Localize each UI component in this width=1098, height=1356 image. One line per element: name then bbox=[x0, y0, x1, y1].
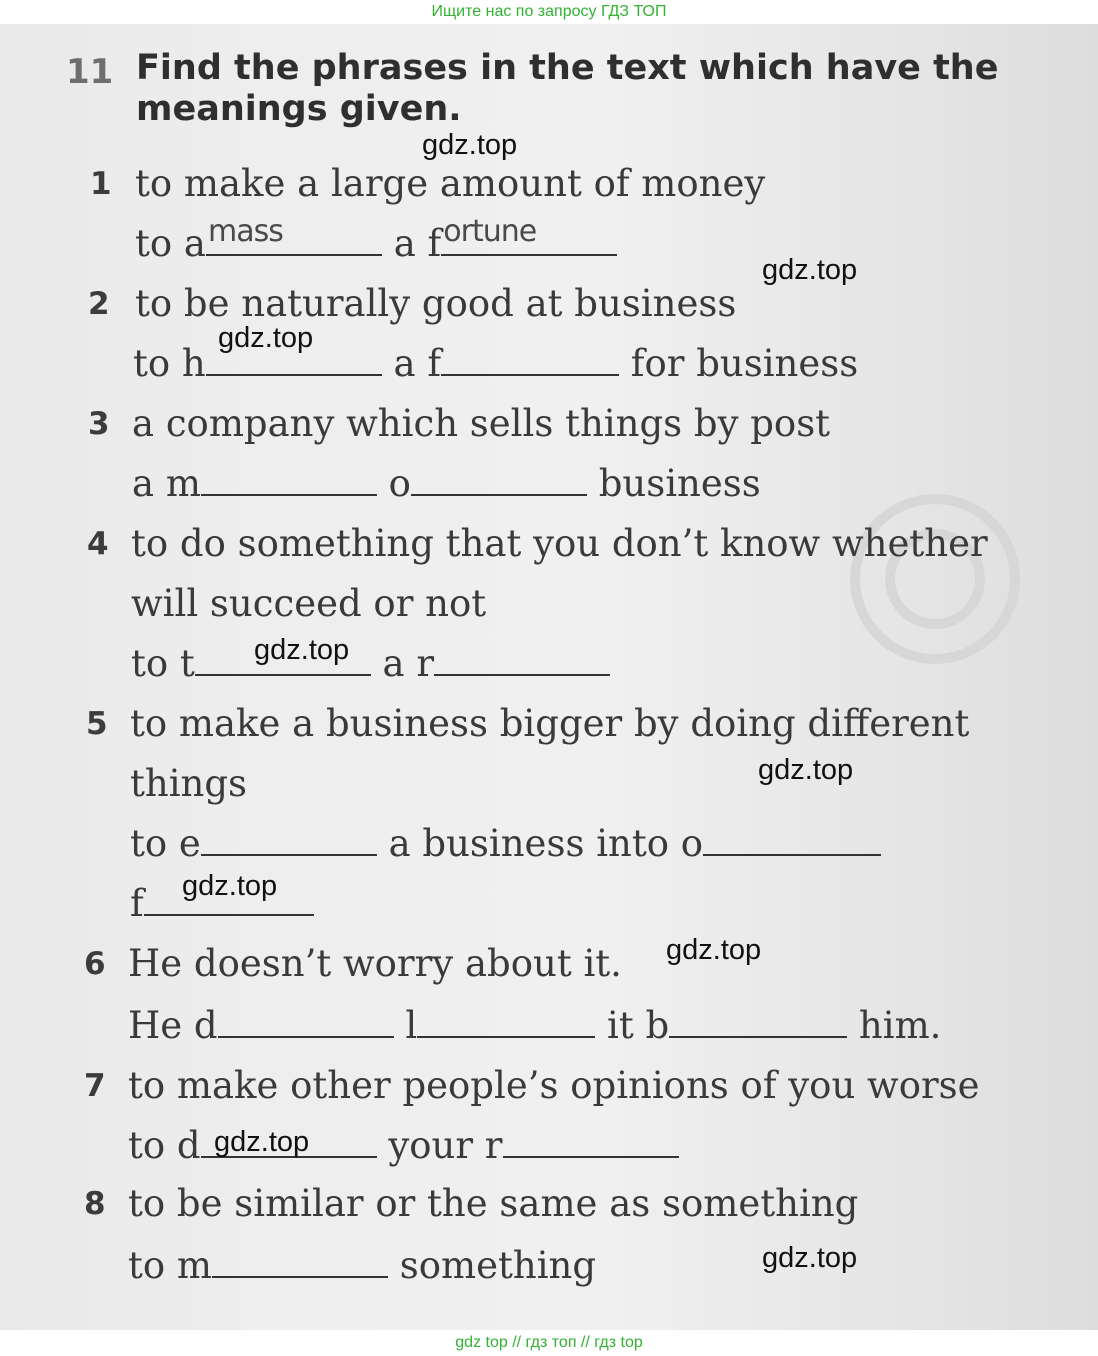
answer-suffix: business bbox=[586, 462, 761, 505]
item-number: 8 bbox=[84, 1186, 106, 1222]
watermark: gdz.top bbox=[762, 254, 858, 286]
answer-blank[interactable] bbox=[411, 464, 587, 496]
watermark: gdz.top bbox=[422, 129, 518, 161]
answer-connector: o bbox=[376, 462, 411, 505]
item-answer-line bbox=[132, 462, 761, 506]
item-number: 4 bbox=[87, 526, 109, 562]
watermark: gdz.top bbox=[182, 870, 278, 902]
answer-connector: a r bbox=[370, 642, 435, 685]
watermark: gdz.top bbox=[214, 1126, 310, 1158]
answer-prefix: to h bbox=[133, 342, 206, 385]
answer-connector-2: it b bbox=[595, 1004, 670, 1047]
item-prompt: to be similar or the same as something bbox=[128, 1182, 859, 1225]
answer-suffix: for business bbox=[619, 342, 859, 385]
watermark: gdz.top bbox=[218, 322, 314, 354]
answer-prefix: to a bbox=[135, 222, 206, 265]
exercise-title-line1: Find the phrases in the text which have the bbox=[136, 48, 999, 88]
exercise-number: 11 bbox=[66, 52, 114, 92]
watermark: gdz.top bbox=[666, 934, 762, 966]
item-number: 6 bbox=[84, 946, 106, 982]
answer-prefix: f bbox=[130, 882, 144, 925]
top-search-hint: Ищите нас по запросу ГДЗ ТОП bbox=[0, 0, 1098, 24]
answer-connector: a business into o bbox=[376, 822, 704, 865]
answer-prefix: to t bbox=[131, 642, 195, 685]
item-number: 3 bbox=[88, 406, 110, 442]
item-answer-line bbox=[128, 1244, 596, 1288]
answer-blank[interactable] bbox=[218, 1006, 394, 1038]
answer-blank[interactable] bbox=[703, 824, 881, 856]
exercise-title bbox=[136, 48, 1036, 130]
item-answer-line bbox=[128, 1004, 941, 1048]
item-number: 7 bbox=[84, 1068, 106, 1104]
item-prompt: to make other people’s opinions of you worse bbox=[128, 1064, 980, 1107]
item-prompt: to do something that you don’t know whether bbox=[131, 522, 988, 565]
item-answer-line bbox=[128, 1124, 679, 1168]
item-answer-line bbox=[135, 214, 617, 266]
item-prompt: to make a large amount of money bbox=[135, 162, 766, 205]
answer-connector: a f bbox=[381, 342, 442, 385]
item-prompt: to be naturally good at business bbox=[135, 282, 737, 325]
handwritten-answer: mass bbox=[207, 214, 283, 249]
answer-blank[interactable] bbox=[201, 824, 377, 856]
watermark: gdz.top bbox=[758, 754, 854, 786]
answer-connector: a f bbox=[381, 222, 442, 265]
answer-blank[interactable] bbox=[201, 464, 377, 496]
item-prompt: a company which sells things by post bbox=[132, 402, 831, 445]
item-number: 2 bbox=[88, 286, 110, 322]
answer-blank[interactable] bbox=[206, 214, 382, 256]
answer-connector: l bbox=[393, 1004, 418, 1047]
item-answer-line bbox=[131, 642, 610, 686]
answer-prefix: to e bbox=[130, 822, 201, 865]
answer-blank[interactable] bbox=[503, 1126, 679, 1158]
answer-connector: your r bbox=[376, 1124, 503, 1167]
item-prompt: He doesn’t worry about it. bbox=[128, 942, 622, 985]
answer-blank[interactable] bbox=[441, 214, 617, 256]
item-answer-line bbox=[130, 822, 881, 866]
footer-links: gdz top // гдз топ // гдз top bbox=[0, 1330, 1098, 1356]
item-prompt-continued: will succeed or not bbox=[131, 582, 487, 625]
answer-prefix: a m bbox=[132, 462, 201, 505]
watermark: gdz.top bbox=[762, 1242, 858, 1274]
answer-prefix: to m bbox=[128, 1244, 212, 1287]
item-number: 1 bbox=[90, 166, 112, 202]
answer-blank[interactable] bbox=[441, 344, 619, 376]
handwritten-answer: ortune bbox=[443, 214, 537, 249]
watermark: gdz.top bbox=[254, 634, 350, 666]
exercise-title-line2: meanings given. bbox=[136, 89, 462, 129]
answer-blank[interactable] bbox=[434, 644, 610, 676]
answer-prefix: to d bbox=[128, 1124, 201, 1167]
answer-prefix: He d bbox=[128, 1004, 218, 1047]
answer-blank[interactable] bbox=[417, 1006, 595, 1038]
textbook-page bbox=[0, 24, 1098, 1330]
item-prompt-continued: things bbox=[130, 762, 248, 805]
answer-suffix: him. bbox=[847, 1004, 942, 1047]
answer-blank[interactable] bbox=[212, 1246, 388, 1278]
item-number: 5 bbox=[86, 706, 108, 742]
answer-suffix: something bbox=[388, 1244, 597, 1287]
answer-blank[interactable] bbox=[669, 1006, 847, 1038]
item-prompt: to make a business bigger by doing different bbox=[130, 702, 970, 745]
